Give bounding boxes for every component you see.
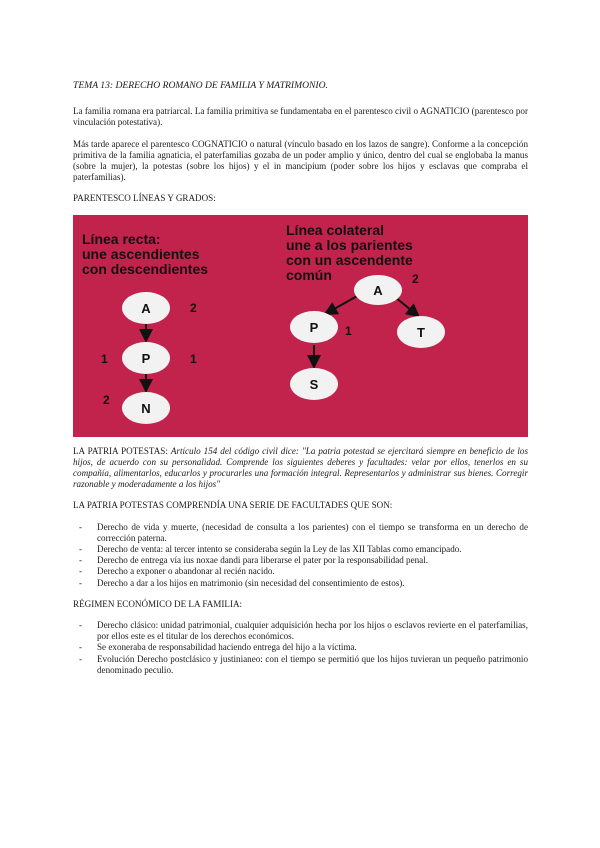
- document-title: TEMA 13: DERECHO ROMANO DE FAMILIA Y MATRIMONIO.: [73, 80, 328, 91]
- colateral-title-line: común: [286, 266, 332, 283]
- list-dash: -: [79, 566, 83, 577]
- degree-label: 2: [103, 392, 110, 407]
- recta-title-line: con descendientes: [82, 260, 209, 277]
- list-dash: -: [79, 620, 83, 631]
- degree-label: 1: [190, 351, 197, 366]
- list-item: [73, 654, 528, 676]
- list-item: [73, 522, 528, 544]
- node-label: P: [309, 319, 319, 335]
- node-label: N: [141, 400, 151, 416]
- patria-potestas-article: Artículo 154 del código civil dice: "La patria potestad se ejercitará siempre en beneficio de los hijos, de acuerdo con su personalidad. Comprende los siguientes deberes y facultades: velar por ellos, tenerlos en su compañía, alimentarlos, educarlos y procurarles una formación integral. Representarlos y administrar sus bienes. Corregir razonable y moderadamente a los hijos": [73, 445, 528, 490]
- regimen-list: [73, 620, 528, 676]
- list-dash: -: [79, 577, 83, 588]
- list-item-text: Derecho de venta: al tercer intento se consideraba según la Ley de las XII Tablas como emancipado.: [97, 544, 462, 555]
- patria-potestas-paragraph: [73, 446, 528, 491]
- list-item-text: Se exoneraba de responsabilidad haciendo entrega del hijo a la víctima.: [97, 642, 357, 653]
- recta-title-line: une ascendientes: [82, 245, 200, 262]
- degree-label: 1: [101, 351, 108, 366]
- paragraph-cognaticio: Más tarde aparece el parentesco COGNATICIO o natural (vínculo basado en los lazos de sangre). Conforme a la concepción primitiva de la familia agnaticia, el paterfamilias gozaba de un poder amplio y único, dentro del cual se englobaba la manus (sobre la mujer), la potestas (sobre los hijos) y el in mancipium (poder sobre los hijos y esclavas que compraba el paterfamilias).: [73, 138, 528, 183]
- list-dash: -: [79, 653, 83, 664]
- list-dash: -: [79, 544, 83, 555]
- list-item: [73, 544, 528, 555]
- recta-title-line: Línea recta:: [82, 230, 161, 247]
- degree-label: 2: [412, 271, 419, 286]
- colateral-title-line: con un ascendente: [286, 251, 413, 268]
- colateral-title-line: une a los parientes: [286, 236, 413, 253]
- patria-potestas-lead: LA PATRIA POTESTAS:: [73, 445, 168, 456]
- kinship-diagram: [73, 215, 528, 437]
- list-item: [73, 642, 528, 653]
- node-label: A: [373, 282, 383, 298]
- list-item: [73, 555, 528, 566]
- colateral-title-line: Línea colateral: [286, 221, 385, 238]
- degree-label: 1: [345, 323, 352, 338]
- list-item: [73, 578, 528, 589]
- facultades-list: [73, 522, 528, 589]
- list-item-text: Derecho a exponer o abandonar al recién nacido.: [97, 566, 275, 577]
- list-item-text: Derecho clásico: unidad patrimonial, cualquier adquisición hecha por los hijos o esclavos revierte en el paterfamilias, por ellos este es el titular de los derechos económicos.: [97, 620, 528, 642]
- node-label: P: [141, 350, 151, 366]
- list-item-text: Derecho de entrega vía ius noxae dandi para liberarse el pater por la responsabilidad penal.: [97, 555, 429, 566]
- node-label: A: [141, 300, 151, 316]
- list-item-text: Derecho de vida y muerte, (necesidad de consulta a los parientes) con el tiempo se transforma en un derecho de corrección paterna.: [97, 521, 528, 543]
- list-dash: -: [79, 521, 83, 532]
- kinship-diagram-svg: [73, 215, 528, 437]
- section-heading-lineas: PARENTESCO LÍNEAS Y GRADOS:: [73, 193, 216, 204]
- node-label: T: [417, 324, 425, 340]
- node-label: S: [309, 376, 319, 392]
- document-page: [73, 80, 528, 686]
- list-dash: -: [79, 555, 83, 566]
- list-item: [73, 620, 528, 642]
- list-item-text: Derecho a dar a los hijos en matrimonio (sin necesidad del consentimiento de estos).: [97, 577, 405, 588]
- list-item: [73, 566, 528, 577]
- list-dash: -: [79, 642, 83, 653]
- section-heading-regimen: RÉGIMEN ECONÓMICO DE LA FAMILIA:: [73, 598, 243, 609]
- list-item-text: Evolución Derecho postclásico y justinianeo: con el tiempo se permitió que los hijos tuvieran un pequeño patrimonio denominado peculio.: [97, 653, 528, 675]
- degree-label: 2: [190, 300, 197, 315]
- paragraph-agnaticio: La familia romana era patriarcal. La familia primitiva se fundamentaba en el parentesco civil o AGNATICIO (parentesco por vinculación potestativa).: [73, 106, 528, 128]
- section-heading-facultades: LA PATRIA POTESTAS COMPRENDÍA UNA SERIE DE FACULTADES QUE SON:: [73, 500, 393, 511]
